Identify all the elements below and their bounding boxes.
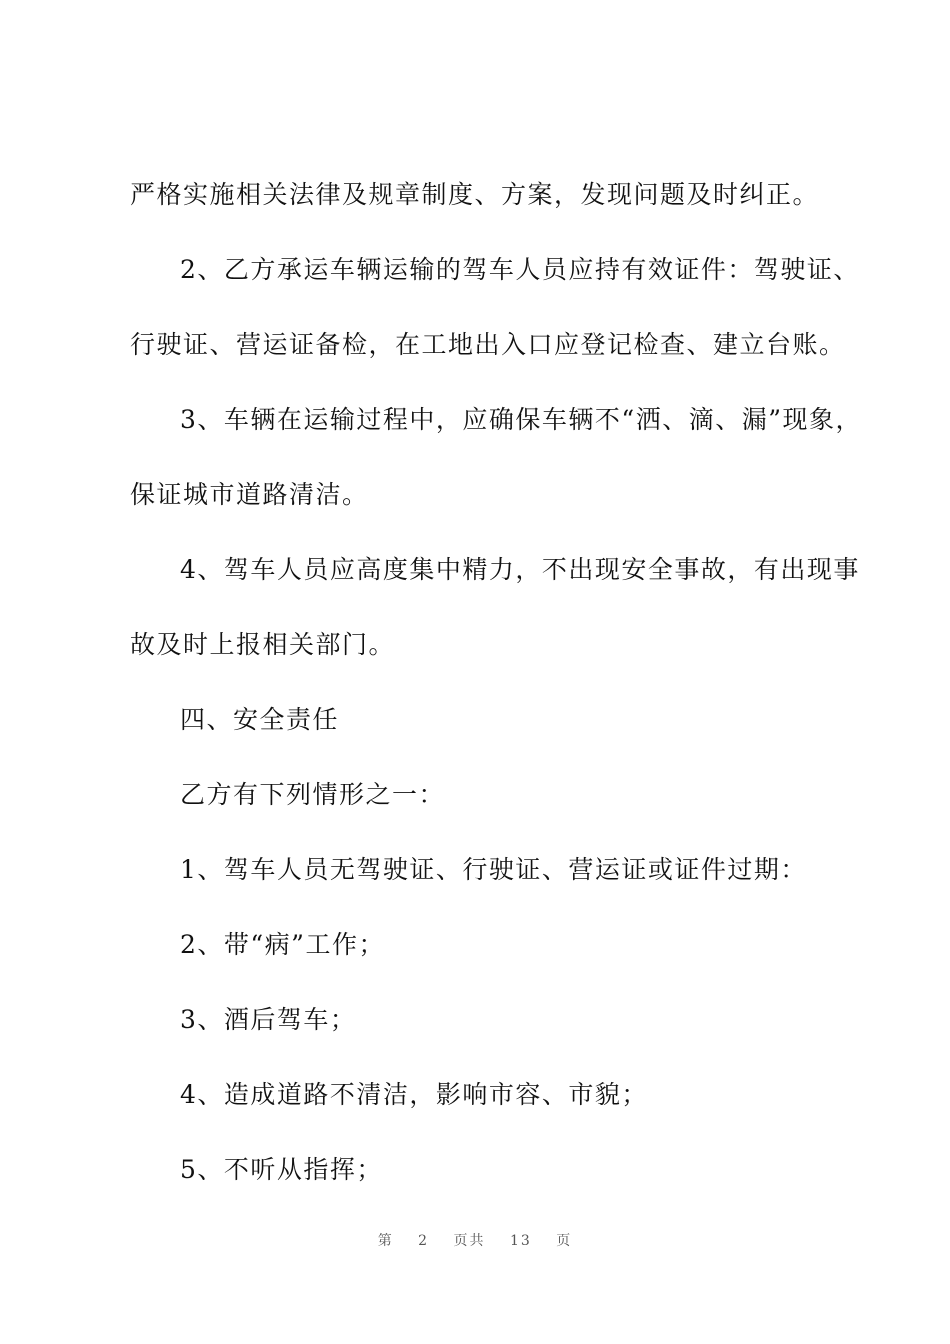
paragraph-line: 严格实施相关法律及规章制度、方案，发现问题及时纠正。 [130, 180, 820, 209]
paragraph-line: 保证城市道路清洁。 [130, 480, 369, 509]
footer-page-number: 2 [418, 1233, 430, 1249]
list-item: 4、造成道路不清洁，影响市容、市貌； [180, 1080, 648, 1109]
list-item: 1、驾车人员无驾驶证、行驶证、营运证或证件过期： [180, 855, 807, 884]
footer-total-pages: 13 [510, 1233, 532, 1249]
page-footer [0, 1230, 950, 1250]
paragraph-line: 乙方有下列情形之一： [180, 780, 446, 809]
list-item: 5、不听从指挥； [180, 1155, 383, 1184]
list-item: 3、酒后驾车； [180, 1005, 357, 1034]
footer-suffix: 页 [556, 1233, 573, 1249]
paragraph-line: 故及时上报相关部门。 [130, 630, 396, 659]
paragraph-line: 3、车辆在运输过程中，应确保车辆不“洒、滴、漏”现象， [180, 405, 862, 434]
footer-prefix: 第 [377, 1233, 394, 1249]
section-heading: 四、安全责任 [180, 705, 340, 734]
paragraph-line: 4、驾车人员应高度集中精力，不出现安全事故，有出现事 [180, 555, 860, 584]
paragraph-line: 2、乙方承运车辆运输的驾车人员应持有效证件：驾驶证、 [180, 255, 860, 284]
footer-middle: 页共 [453, 1233, 486, 1249]
list-item: 2、带“病”工作； [180, 930, 385, 959]
paragraph-line: 行驶证、营运证备检，在工地出入口应登记检查、建立台账。 [130, 330, 846, 359]
